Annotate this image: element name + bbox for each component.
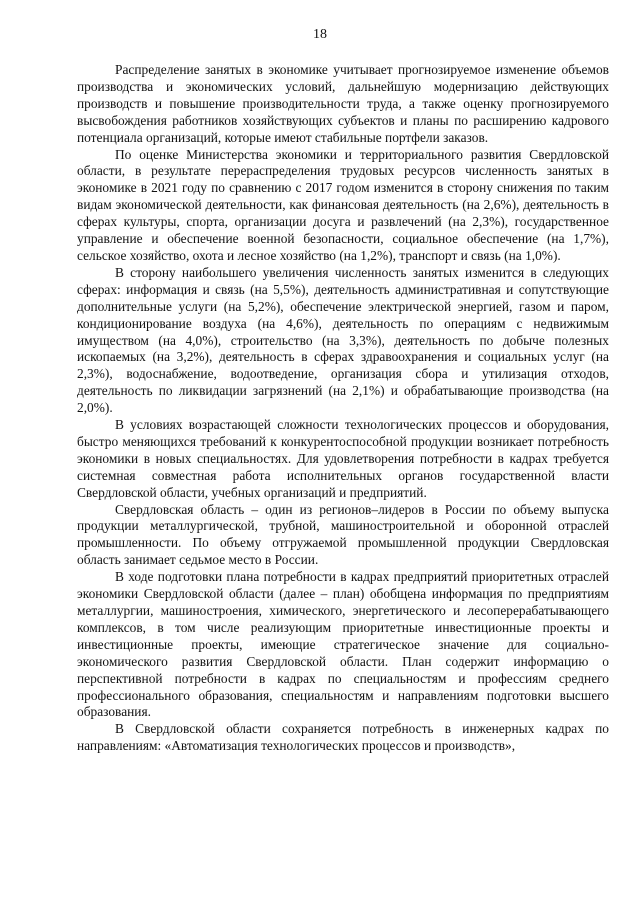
paragraph: В условиях возрастающей сложности технологических процессов и оборудования, быстро меняющихся требований к конкурентоспособной продукции возникает потребность экономики в новых специальностях. Для удовлетворения потребности в кадрах требуется системная совместная работа исполнительных органов государственной власти Свердловской области, учебных организаций и предприятий. (77, 417, 609, 500)
paragraph: В сторону наибольшего увеличения численность занятых изменится в следующих сферах: информация и связь (на 5,5%), деятельность административная и сопутствующие дополнительные услуги (на 5,2%), обеспечение электрической энергией, газом и паром, кондиционирование воздуха (на 4,6%), деятельность по операциям с недвижимым имуществом (на 4,0%), строительство (на 3,3%), деятельность по добыче полезных ископаемых (на 3,2%), деятельность в сферах здравоохранения и социальных услуг (на 2,3%), водоснабжение, водоотведение, организация сбора и утилизация отходов, деятельность по ликвидации загрязнений (на 2,1%) и обрабатывающие производства (на 2,0%). (77, 264, 609, 416)
paragraph: В Свердловской области сохраняется потребность в инженерных кадрах по направлениям: «Автоматизация технологических процессов и производств», (77, 721, 609, 754)
paragraph: По оценке Министерства экономики и территориального развития Свердловской области, в результате перераспределения трудовых ресурсов численность занятых в экономике в 2021 году по сравнению с 2017 годом изменится в сторону снижения по таким видам экономической деятельности, как финансовая деятельность (на 2,6%), деятельность в сферах культуры, спорта, организации досуга и развлечений (на 2,3%), государственное управление и обеспечение военной безопасности, социальное обеспечение (на 1,7%), сельское хозяйство, охота и лесное хозяйство (на 1,2%), транспорт и связь (на 1,0%). (77, 146, 609, 263)
paragraph: В ходе подготовки плана потребности в кадрах предприятий приоритетных отраслей экономики Свердловской области (далее – план) обобщена информация по предприятиям металлургии, машиностроения, химического, энергетического и лесоперерабатывающего комплексов, в том числе реализующим приоритетные инвестиционные проекты и инвестиционные проекты, имеющие стратегическое значение для социально-экономического развития Свердловской области. План содержит информацию о перспективной потребности в кадрах по специальностям и профессиям среднего профессионального образования, специальностям и направлениям подготовки высшего образования. (77, 569, 609, 720)
page-number: 18 (313, 27, 327, 42)
paragraph: Свердловская область – один из регионов–лидеров в России по объему выпуска продукции металлургической, трубной, машиностроительной и оборонной отраслей промышленности. По объему отгружаемой промышленной продукции Свердловская область занимает седьмое место в России. (77, 501, 609, 568)
paragraph: Распределение занятых в экономике учитывает прогнозируемое изменение объемов производства и экономических условий, дальнейшую модернизацию действующих производств и повышение производительности труда, а также оценку прогнозируемого высвобождения работников хозяйствующих субъектов и планы по расширению кадрового потенциала организаций, которые имеют стабильные портфели заказов. (77, 62, 609, 145)
document-body (77, 62, 609, 755)
